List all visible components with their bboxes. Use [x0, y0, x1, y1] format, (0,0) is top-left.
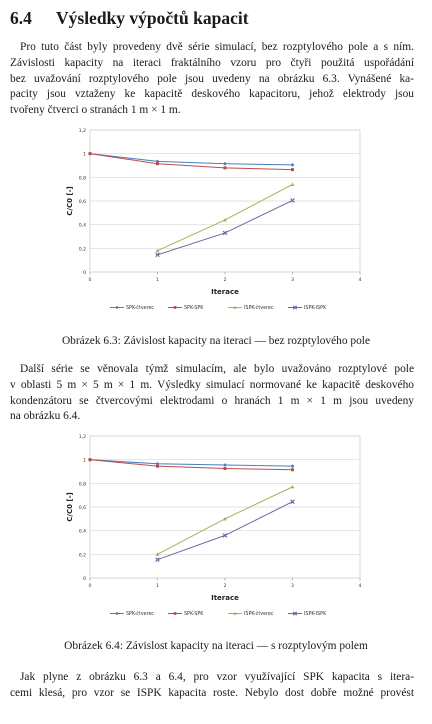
paragraph-line: v oblasti 5 m × 5 m × 1 m. Výsledky simulací normované ke kapacitě deskového	[10, 378, 414, 391]
data-point	[156, 465, 159, 468]
legend-label: SPK-čtverec	[126, 612, 155, 617]
x-tick-label: 2	[223, 584, 227, 589]
y-axis-title: C/C0 [-]	[66, 186, 74, 216]
section-heading	[10, 8, 249, 29]
legend-label: ISPK-čtverec	[244, 306, 274, 311]
legend-item	[228, 610, 274, 617]
data-point	[291, 168, 294, 171]
x-tick-label: 3	[291, 278, 294, 283]
legend-item	[110, 304, 154, 311]
y-tick-label: 0,2	[78, 247, 86, 253]
x-tick-label: 4	[358, 278, 362, 283]
legend-item	[228, 304, 274, 311]
paragraph-line: kondenzátoru se čtvercovými elektrodami o hranách 1 m × 1 m jsou uvedeny	[10, 394, 414, 407]
x-tick-label: 3	[291, 584, 294, 589]
paragraph-line: Další série se věnovala týmž simulacím, ale bylo uvažováno rozptylové pole	[20, 363, 414, 375]
legend-item	[168, 611, 204, 617]
paragraph-line: Pro tuto část byly provedeny dvě série simulací, bez rozptylového pole a s ním.	[20, 41, 414, 53]
y-tick-label: 1	[83, 458, 86, 464]
legend-item	[288, 305, 327, 311]
paragraph-line: Jak plyne z obrázku 6.3 a 6.4, pro vzor využívající SPK kapacita s itera-	[20, 671, 414, 683]
y-tick-label: 0	[83, 577, 86, 582]
paragraph-line: Závislosti kapacity na iteraci fraktálního vzoru pro čtyři použitá uspořádání	[10, 56, 414, 69]
paragraph-line: cemi klesá, pro vzor se ISPK kapacita roste. Nebylo dost dobře možné provést	[10, 686, 414, 699]
data-point	[88, 458, 91, 461]
paragraph-intro	[10, 40, 414, 119]
x-tick-label: 0	[88, 584, 92, 589]
data-point	[115, 306, 118, 309]
data-point	[115, 612, 118, 615]
section-title: Výsledky výpočtů kapacit	[56, 8, 249, 28]
legend-label: ISPK-čtverec	[244, 612, 274, 617]
y-tick-label: 1,2	[78, 129, 86, 134]
y-tick-label: 1,2	[78, 435, 86, 440]
x-axis-title: Iterace	[211, 288, 239, 296]
data-point	[291, 468, 294, 471]
y-tick-label: 0,8	[78, 176, 86, 182]
figure-caption-6-4: Obrázek 6.4: Závislost kapacity na iteraci — s rozptylovým polem	[64, 640, 368, 652]
paragraph-line: pacity jsou vztaženy ke kapacitě deskového kapacitoru, jehož elektrody jsou	[10, 88, 414, 101]
x-tick-label: 2	[223, 278, 227, 283]
data-point	[223, 467, 226, 470]
data-point	[174, 306, 177, 309]
x-tick-label: 1	[156, 278, 159, 283]
x-axis-title: Iterace	[211, 594, 239, 602]
legend-label: SPK-čtverec	[126, 306, 155, 311]
paragraph-line: na obrázku 6.4.	[10, 410, 81, 423]
y-tick-label: 1	[83, 152, 86, 158]
legend-label: SPK-SPK	[184, 612, 204, 617]
data-point	[88, 152, 91, 155]
y-tick-label: 0,6	[78, 506, 86, 511]
x-tick-label: 4	[358, 584, 362, 589]
y-tick-label: 0,8	[78, 482, 86, 488]
figure-chart-6-3	[58, 122, 378, 328]
legend-item	[110, 610, 154, 617]
figure-caption-6-3: Obrázek 6.3: Závislost kapacity na iteraci — bez rozptylového pole	[61, 335, 371, 347]
x-tick-label: 0	[88, 278, 92, 283]
figure-chart-6-4	[58, 428, 378, 634]
paragraph-conclusion	[10, 670, 414, 702]
section-number: 6.4	[10, 8, 32, 28]
y-tick-label: 0,4	[78, 223, 86, 229]
x-tick-label: 1	[156, 584, 159, 589]
paragraph-fringe-field	[10, 362, 414, 425]
paragraph-line: bez uvažování rozptylového pole jsou uvedeny na obrázku 6.3. Vynášené ka-	[10, 72, 414, 85]
data-point	[223, 166, 226, 169]
y-tick-label: 0,2	[78, 553, 86, 559]
data-point	[156, 162, 159, 165]
y-axis-title: C/C0 [-]	[66, 492, 74, 522]
legend-label: ISPK-ISPK	[304, 306, 327, 311]
y-tick-label: 0	[83, 271, 86, 276]
y-tick-label: 0,4	[78, 529, 86, 535]
y-tick-label: 0,6	[78, 200, 86, 205]
data-point	[174, 612, 177, 615]
legend-label: ISPK-ISPK	[304, 612, 327, 617]
legend-label: SPK-SPK	[184, 306, 204, 311]
legend-item	[168, 305, 204, 311]
paragraph-line: tvořeny čtverci o stranách 1 m × 1 m.	[10, 104, 181, 117]
legend-item	[288, 611, 327, 617]
